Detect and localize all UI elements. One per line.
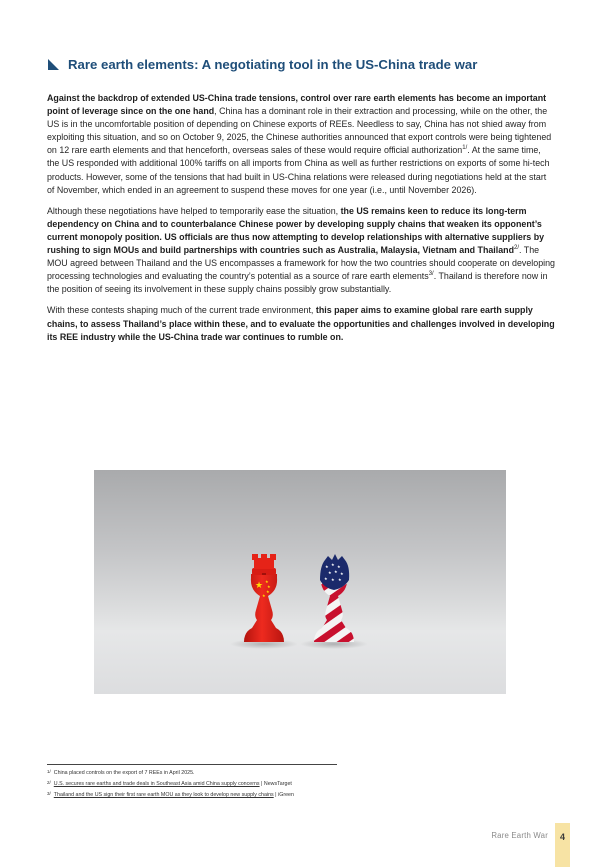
china-king-piece xyxy=(244,554,284,642)
svg-text:★: ★ xyxy=(267,584,271,589)
svg-text:★: ★ xyxy=(331,562,335,567)
svg-text:★: ★ xyxy=(266,589,270,594)
footnote-3 xyxy=(47,789,547,800)
footnote-link[interactable]: Thailand and the US sign their first rare earth MOU as they look to develop new supply chains xyxy=(53,792,274,799)
footnotes xyxy=(47,767,547,801)
p3-bold: this paper aims to examine global rare earth supply chains, to assess Thailand’s place within these, and to evaluate the opportunities and challenges involved in developing its REE industry while the US-China trade war continues to rumble on. xyxy=(47,305,555,342)
svg-text:★: ★ xyxy=(255,581,264,591)
svg-text:★: ★ xyxy=(340,571,344,576)
footnote-text: China placed controls on the export of 7 REEs in April 2025. xyxy=(53,770,195,776)
paragraph-1 xyxy=(47,92,555,197)
p1-text-2: . At the same time, the US responded with additional 100% tariffs on all imports from China as well as further restrictions on exports of some hi-tech products. However, some of the tensions that had built in US-China relations were released during negotiations held at the start of November, which ended in an agreement to suspend these moves for one year (i.e., until November 2026). xyxy=(47,145,550,195)
svg-text:★: ★ xyxy=(338,577,342,582)
p1-text-1: , China has a dominant role in their extraction and processing, while on the other, the US is in the uncomfortable position of depending on Chinese exports of REEs. Needless to say, China has not shied away from exploiting this situation, and so on October 9, 2025, the Chinese authorities announced that export controls were being tightened on 12 rare earth elements and that henceforth, overseas sales of these would require official authorization xyxy=(47,106,552,156)
footnote-1 xyxy=(47,767,547,778)
svg-text:★: ★ xyxy=(337,564,341,569)
us-king-piece xyxy=(314,554,354,642)
footnote-source: | NewsTarget xyxy=(259,781,292,788)
p2-text-3: . Thailand is therefore now in the position of seeing its involvement in these supply chains possibly grow substantially. xyxy=(47,271,548,295)
p2-text-1: Although these negotiations have helped to temporarily ease the situation, xyxy=(47,205,341,216)
svg-text:★: ★ xyxy=(328,570,332,575)
p1-bold: Against the backdrop of extended US-China trade tensions, control over rare earth elements has become an important point of leverage since on the one hand xyxy=(47,93,547,117)
svg-text:★: ★ xyxy=(265,579,269,584)
footnote-mark: 3/ xyxy=(47,791,51,797)
paragraph-2 xyxy=(47,205,555,297)
p2-text-2: . The MOU agreed between Thailand and the US encompasses a framework for how the two countries should cooperate on developing processing technologies and evaluating the country’s potential as a source of rare earth elements xyxy=(47,245,555,282)
body-text xyxy=(47,92,555,352)
footnote-2 xyxy=(47,778,547,789)
chess-kings-photo xyxy=(94,470,506,694)
p2-footnote-ref-2[interactable]: 3/ xyxy=(428,271,434,278)
p1-footnote-ref[interactable]: 1/ xyxy=(462,145,468,152)
footnote-mark: 2/ xyxy=(47,780,51,786)
svg-text:★: ★ xyxy=(334,569,338,574)
section-heading xyxy=(48,57,568,72)
footnote-mark: 1/ xyxy=(47,769,51,774)
footer-label: Rare Earth War xyxy=(491,831,548,840)
p2-footnote-ref-1[interactable]: 2/ xyxy=(514,245,520,252)
p3-text-1: With these contests shaping much of the current trade environment, xyxy=(47,305,316,316)
svg-text:★: ★ xyxy=(262,593,266,598)
footnote-link[interactable]: U.S. secures rare earths and trade deals in Southeast Asia amid China supply concerns xyxy=(53,781,260,788)
footnote-source: | iGreen xyxy=(273,792,294,799)
footnote-divider xyxy=(47,764,337,765)
svg-text:★: ★ xyxy=(331,577,335,582)
chess-illustration xyxy=(94,470,506,694)
page-number: 4 xyxy=(555,823,570,867)
section-title: Rare earth elements: A negotiating tool in the US-China trade war xyxy=(68,57,478,72)
p2-bold: the US remains keen to reduce its long-term dependency on China and to counterbalance Chinese power by developing supply chains that weaken its opponent’s current monopoly position. US officials are thus now attempting to develop relationships with alternative suppliers by rushing to sign MOUs and build partnerships with countries such as Australia, Malaysia, Vietnam and Thailand xyxy=(47,205,545,256)
svg-text:★: ★ xyxy=(325,564,329,569)
triangle-bullet-icon xyxy=(48,59,59,70)
svg-text:★: ★ xyxy=(324,576,328,581)
paragraph-3 xyxy=(47,304,555,343)
